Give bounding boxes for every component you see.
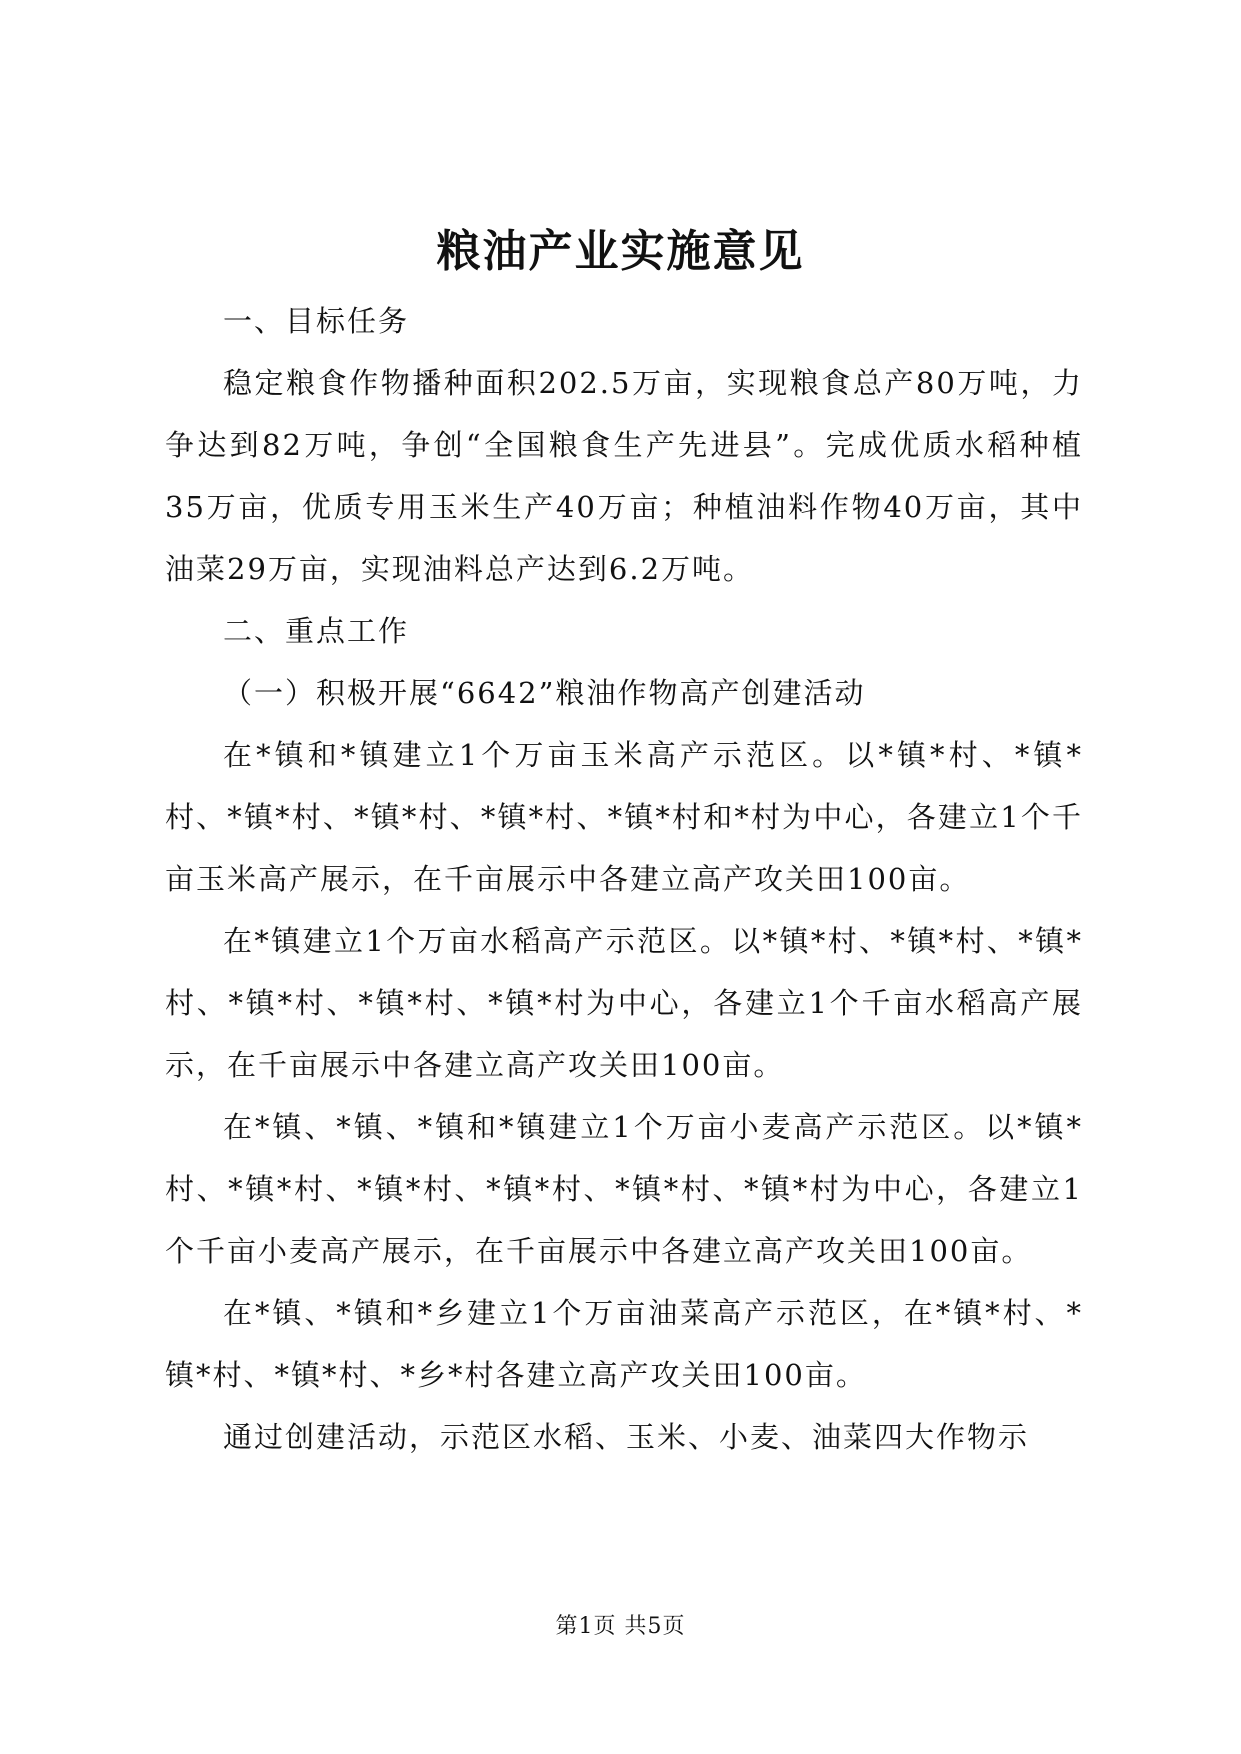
- section-heading-goals: 一、目标任务: [223, 304, 410, 338]
- body-paragraph-goals: 稳定粮食作物播种面积202.5万亩，实现粮食总产80万吨，力争达到82万吨，争创“全国粮食生产先进县”。完成优质水稻种植35万亩，优质专用玉米生产40万亩；种植油料作物40万亩，其中油菜29万亩，实现油料总产达到6.2万吨。: [165, 366, 1083, 586]
- document-body: [165, 290, 1083, 1468]
- body-paragraph-corn: 在*镇和*镇建立1个万亩玉米高产示范区。以*镇*村、*镇*村、*镇*村、*镇*村、*镇*村、*镇*村和*村为中心，各建立1个千亩玉米高产展示，在千亩展示中各建立高产攻关田100亩。: [165, 738, 1083, 896]
- body-paragraph-summary: 通过创建活动，示范区水稻、玉米、小麦、油菜四大作物示: [223, 1420, 1030, 1454]
- body-paragraph-rice: 在*镇建立1个万亩水稻高产示范区。以*镇*村、*镇*村、*镇*村、*镇*村、*镇*村、*镇*村为中心，各建立1个千亩水稻高产展示，在千亩展示中各建立高产攻关田100亩。: [165, 924, 1083, 1082]
- section-heading-key-work: 二、重点工作: [223, 614, 410, 648]
- body-paragraph-rapeseed: 在*镇、*镇和*乡建立1个万亩油菜高产示范区，在*镇*村、*镇*村、*镇*村、*乡*村各建立高产攻关田100亩。: [165, 1296, 1083, 1392]
- body-paragraph-wheat: 在*镇、*镇、*镇和*镇建立1个万亩小麦高产示范区。以*镇*村、*镇*村、*镇*村、*镇*村、*镇*村、*镇*村为中心，各建立1个千亩小麦高产展示，在千亩展示中各建立高产攻关田100亩。: [165, 1110, 1083, 1268]
- document-title: 粮油产业实施意见: [436, 226, 805, 277]
- page-number-footer: 第1页 共5页: [555, 1614, 686, 1639]
- subsection-heading-6642: （一）积极开展“6642”粮油作物高产创建活动: [223, 676, 866, 710]
